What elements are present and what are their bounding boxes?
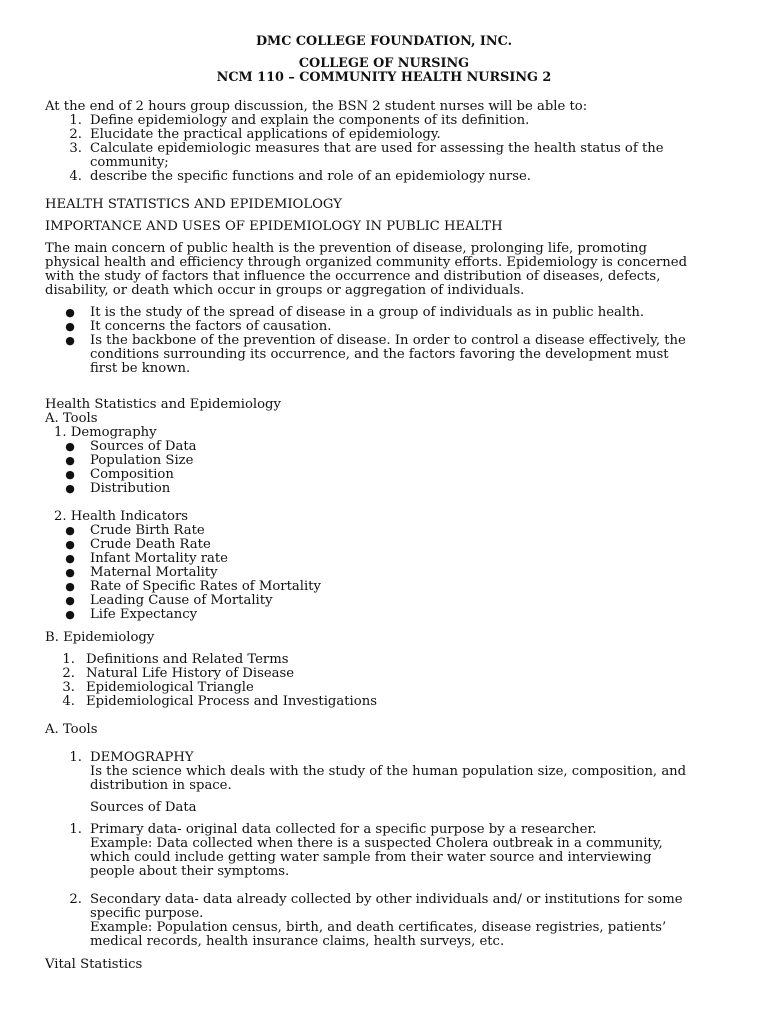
outline-item: Epidemiological Process and Investigations: [86, 694, 377, 709]
secondary-data-line: Example: Population census, birth, and death certificates, disease registries, patients’: [90, 920, 667, 935]
objective-item-continued: community;: [90, 155, 169, 170]
bullet-icon: ●: [65, 594, 75, 607]
outline-item: Epidemiological Triangle: [86, 680, 254, 695]
outline-item: Life Expectancy: [90, 607, 198, 622]
primary-data-line: Primary data- original data collected for a specific purpose by a researcher.: [90, 822, 597, 837]
secondary-data-line: specific purpose.: [90, 906, 204, 921]
bullet-icon: ●: [65, 608, 75, 621]
list-number: 4.: [69, 169, 82, 184]
college-title: COLLEGE OF NURSING: [298, 56, 470, 71]
definition-line: distribution in space.: [90, 778, 232, 793]
outline-item: Composition: [90, 467, 174, 482]
list-number: 1.: [69, 113, 82, 128]
objective-item: describe the specific functions and role of an epidemiology nurse.: [90, 169, 531, 184]
section-heading: HEALTH STATISTICS AND EPIDEMIOLOGY: [45, 197, 342, 212]
bullet-icon: ●: [65, 538, 75, 551]
list-number: 2.: [69, 127, 82, 142]
outline-item: Maternal Mortality: [90, 565, 218, 580]
bullet-icon: ●: [65, 334, 75, 347]
outline-title: Health Statistics and Epidemiology: [45, 397, 281, 412]
outline-item: Distribution: [90, 481, 171, 496]
outline-item: Leading Cause of Mortality: [90, 593, 273, 608]
bullet-icon: ●: [65, 440, 75, 453]
bullet-item-continued: conditions surrounding its occurrence, and the factors favoring the development must: [90, 347, 669, 362]
bullet-item-continued: first be known.: [90, 361, 191, 376]
paragraph-line: disability, or death which occur in groups or aggregation of individuals.: [45, 283, 525, 298]
secondary-data-line: medical records, health insurance claims, health surveys, etc.: [90, 934, 505, 949]
bullet-icon: ●: [65, 454, 75, 467]
outline-item: Definitions and Related Terms: [86, 652, 289, 667]
outline-item: Crude Death Rate: [90, 537, 211, 552]
bullet-item: It is the study of the spread of disease in a group of individuals as in public health.: [90, 305, 645, 320]
primary-data-line: Example: Data collected when there is a suspected Cholera outbreak in a community,: [90, 836, 663, 851]
bullet-item: It concerns the factors of causation.: [90, 319, 332, 334]
list-number: 3.: [69, 141, 82, 156]
list-number: 2.: [69, 892, 82, 907]
objectives-intro: At the end of 2 hours group discussion, the BSN 2 student nurses will be able to:: [45, 99, 588, 114]
objective-item: Define epidemiology and explain the components of its definition.: [90, 113, 530, 128]
paragraph-line: The main concern of public health is the prevention of disease, prolonging life, promoting: [45, 241, 647, 256]
bullet-icon: ●: [65, 552, 75, 565]
vital-statistics-label: Vital Statistics: [45, 957, 143, 972]
paragraph-line: physical health and efficiency through organized community efforts. Epidemiology is concerned: [45, 255, 688, 270]
outline-item: Natural Life History of Disease: [86, 666, 295, 681]
bullet-icon: ●: [65, 306, 75, 319]
course-title: NCM 110 – COMMUNITY HEALTH NURSING 2: [216, 70, 552, 85]
tools-label: A. Tools: [45, 722, 98, 737]
list-number: 1.: [62, 652, 75, 667]
objective-item: Calculate epidemiologic measures that are used for assessing the health status of the: [90, 141, 664, 156]
outline-a-label: A. Tools: [45, 411, 98, 426]
list-number: 1.: [69, 822, 82, 837]
outline-item: Population Size: [90, 453, 194, 468]
definition-line: Is the science which deals with the study of the human population size, composition, and: [90, 764, 687, 779]
outline-b-label: B. Epidemiology: [45, 630, 155, 645]
bullet-icon: ●: [65, 580, 75, 593]
list-number: 1.: [69, 750, 82, 765]
outline-item: Infant Mortality rate: [90, 551, 228, 566]
bullet-icon: ●: [65, 482, 75, 495]
bullet-icon: ●: [65, 566, 75, 579]
list-number: 3.: [62, 680, 75, 695]
outline-item: Rate of Specific Rates of Mortality: [90, 579, 321, 594]
list-number: 2.: [62, 666, 75, 681]
section-subheading: IMPORTANCE AND USES OF EPIDEMIOLOGY IN PUBLIC HEALTH: [45, 219, 503, 234]
list-number: 4.: [62, 694, 75, 709]
outline-item: Sources of Data: [90, 439, 197, 454]
bullet-icon: ●: [65, 468, 75, 481]
outline-demography-label: 1. Demography: [54, 425, 157, 440]
paragraph-line: with the study of factors that influence the occurrence and distribution of diseases, defects,: [45, 269, 661, 284]
bullet-item: Is the backbone of the prevention of disease. In order to control a disease effectively, the: [90, 333, 686, 348]
objective-item: Elucidate the practical applications of epidemiology.: [90, 127, 441, 142]
demography-title: DEMOGRAPHY: [90, 750, 194, 765]
primary-data-line: people about their symptoms.: [90, 864, 290, 879]
institution-title: DMC COLLEGE FOUNDATION, INC.: [255, 34, 513, 49]
primary-data-line: which could include getting water sample from their water source and interviewing: [90, 850, 652, 865]
secondary-data-line: Secondary data- data already collected by other individuals and/ or institutions for some: [90, 892, 683, 907]
sources-label: Sources of Data: [90, 800, 197, 815]
bullet-icon: ●: [65, 320, 75, 333]
bullet-icon: ●: [65, 524, 75, 537]
outline-item: Crude Birth Rate: [90, 523, 205, 538]
outline-indicators-label: 2. Health Indicators: [54, 509, 189, 524]
